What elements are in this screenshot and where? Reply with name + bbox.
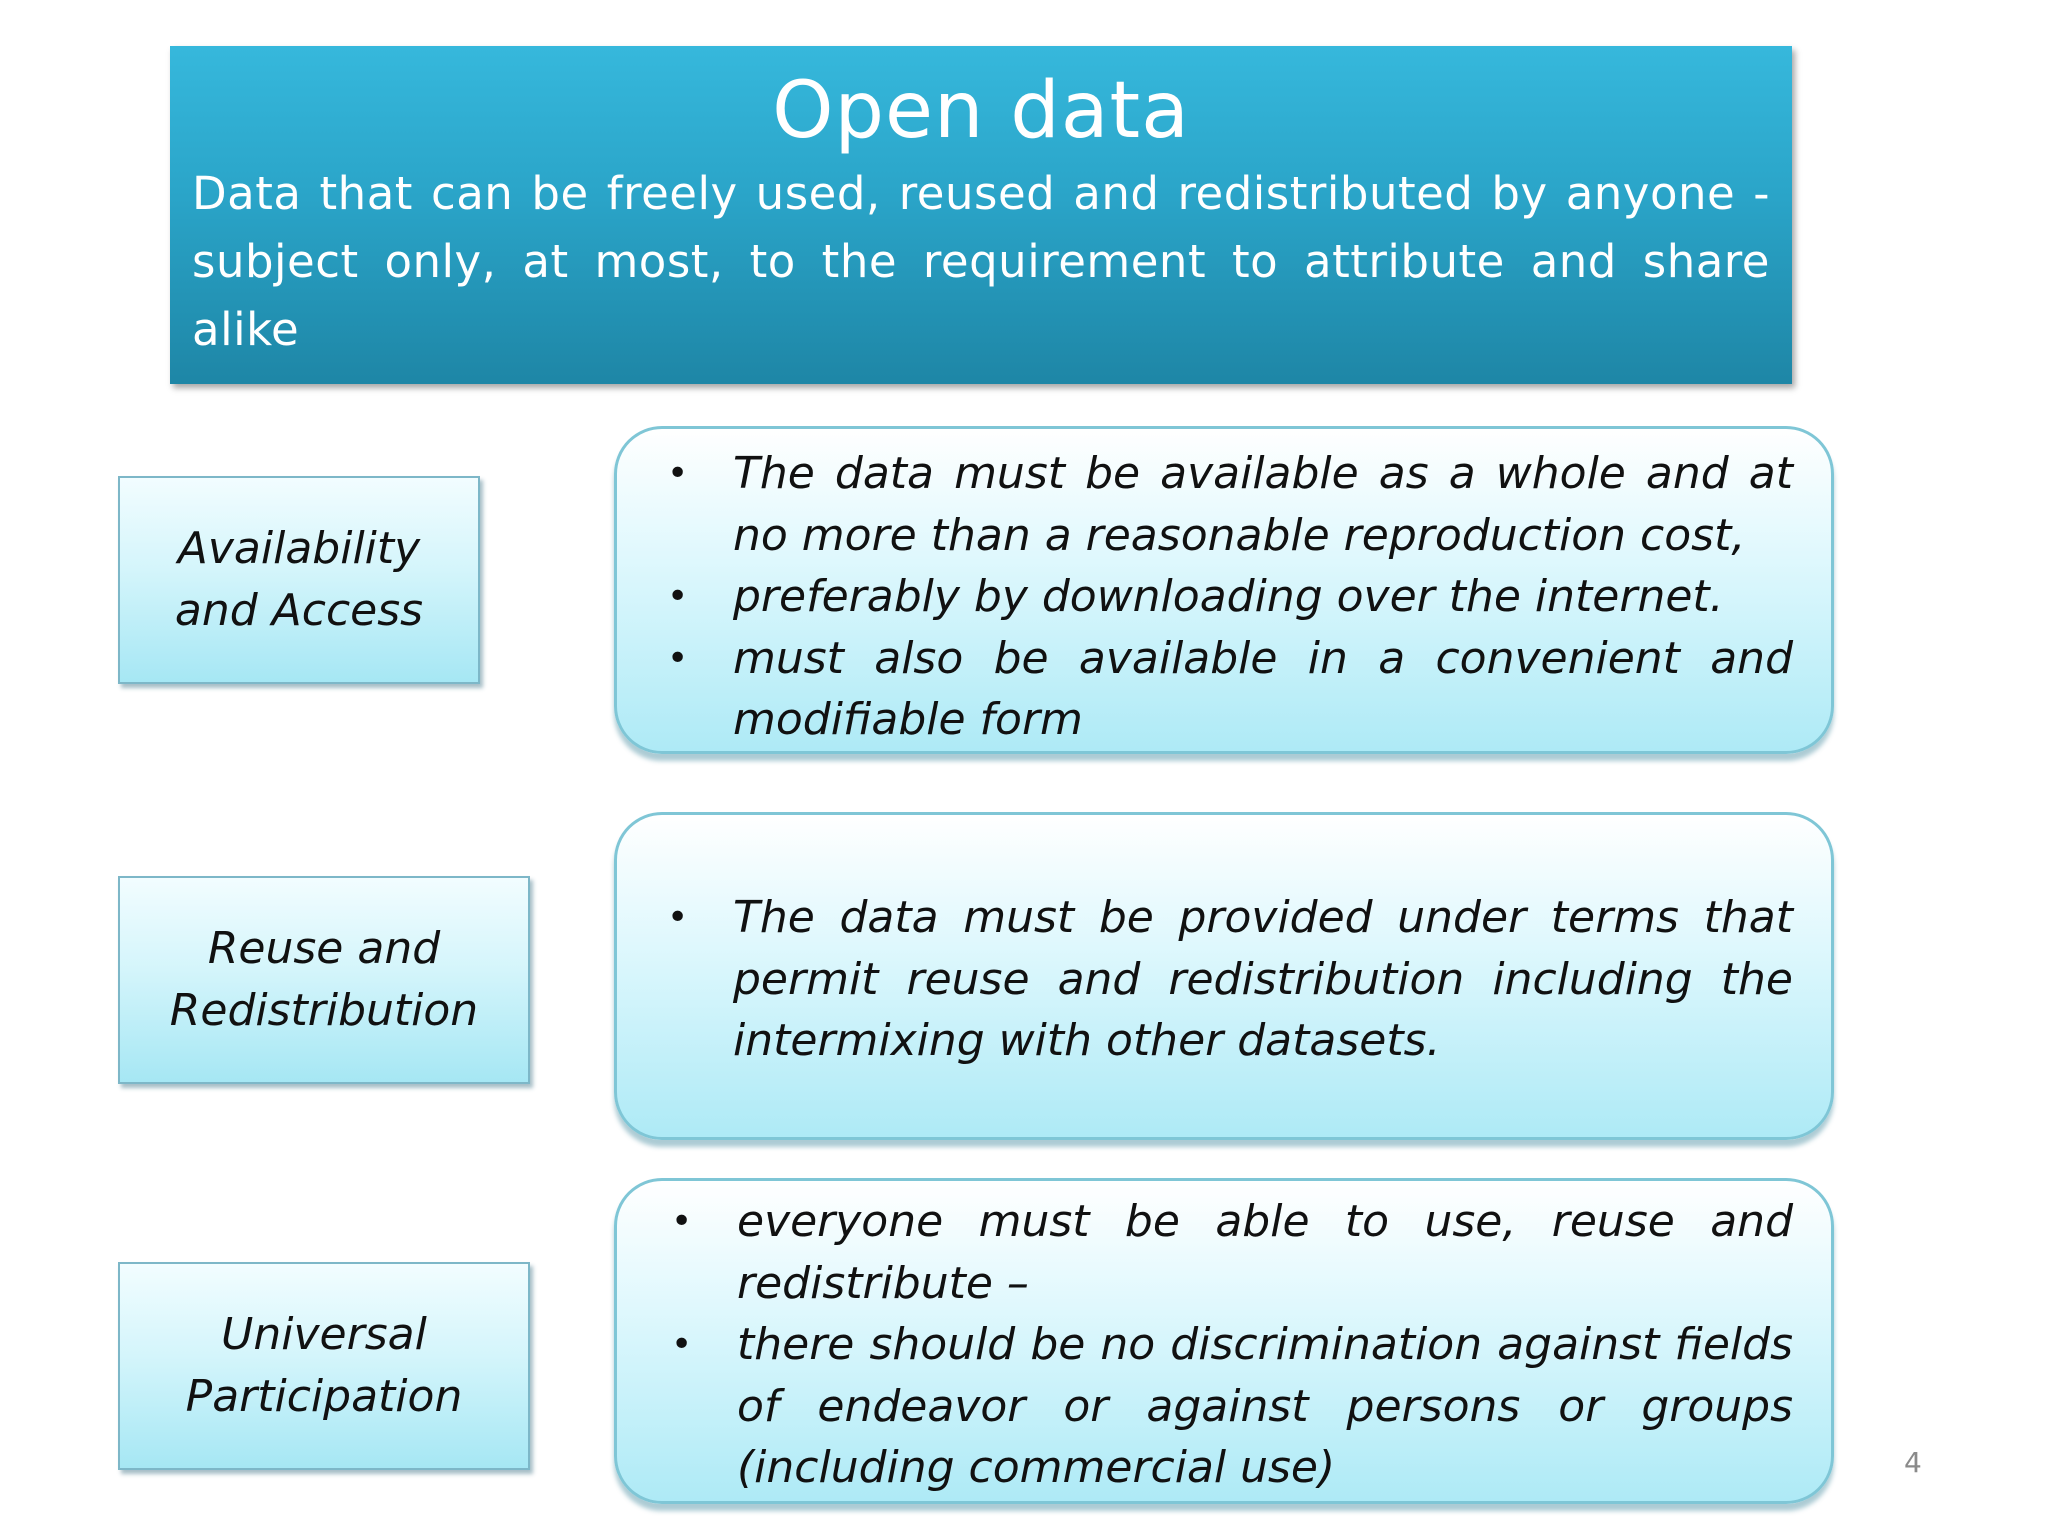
definition-text: Data that can be freely used, reused and redistributed by anyone - subject only, at most, to the requirement to attribute and share alike bbox=[192, 167, 1770, 356]
bullet-icon: • bbox=[667, 576, 689, 617]
content-box-reuse-redistribution bbox=[614, 812, 1834, 1140]
label-universal-participation bbox=[118, 1262, 530, 1470]
label-text: Universal Participation bbox=[185, 1309, 463, 1422]
list-item: • preferably by downloading over the internet. bbox=[647, 566, 1793, 628]
list-item: • everyone must be able to use, reuse and redistribute – bbox=[651, 1191, 1793, 1314]
list-item: • there should be no discrimination against fields of endeavor or against persons or groups (including commercial use) bbox=[651, 1314, 1793, 1499]
label-reuse-redistribution bbox=[118, 876, 530, 1084]
list-item: • must also be available in a convenient and modifiable form bbox=[647, 628, 1793, 751]
title-banner bbox=[170, 46, 1792, 384]
page-number: 4 bbox=[1904, 1446, 1922, 1479]
label-availability-access bbox=[118, 476, 480, 684]
bullet-icon: • bbox=[667, 453, 689, 494]
bullet-icon: • bbox=[671, 1201, 693, 1242]
list-item: • The data must be available as a whole and at no more than a reasonable reproduction cost, bbox=[647, 443, 1793, 566]
bullet-icon: • bbox=[667, 637, 689, 679]
bullet-list bbox=[651, 1191, 1793, 1499]
bullet-icon: • bbox=[667, 897, 689, 938]
bullet-icon: • bbox=[671, 1324, 693, 1365]
list-item: • The data must be provided under terms that permit reuse and redistribution including the intermixing with other datasets. bbox=[647, 887, 1793, 1072]
content-box-availability-access bbox=[614, 426, 1834, 754]
label-text: Availability and Access bbox=[174, 523, 424, 636]
content-box-universal-participation bbox=[614, 1178, 1834, 1504]
bullet-list bbox=[647, 887, 1793, 1072]
bullet-list bbox=[647, 443, 1793, 751]
slide-title: Open data bbox=[772, 66, 1190, 156]
label-text: Reuse and Redistribution bbox=[169, 923, 479, 1036]
